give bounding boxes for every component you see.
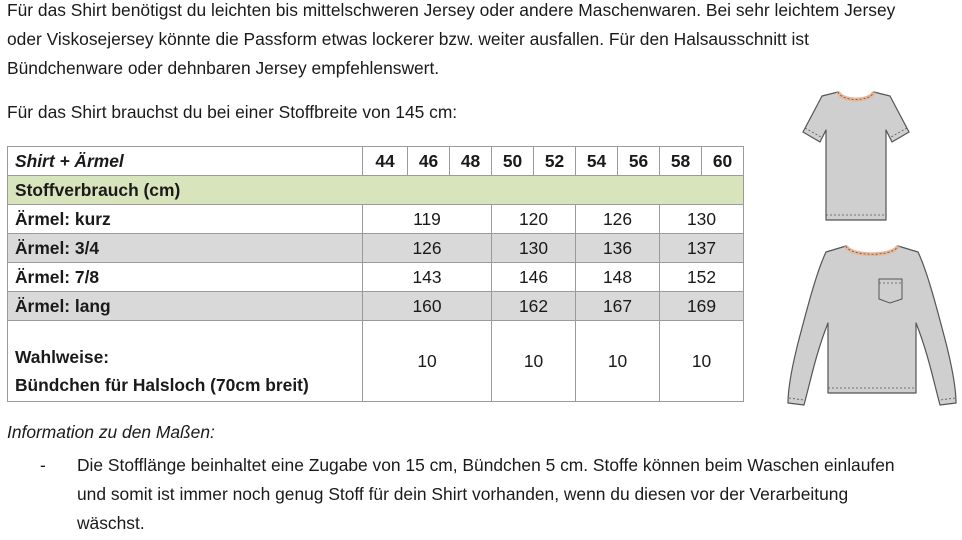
table-cell: 10 — [492, 321, 576, 402]
table-cell: 126 — [363, 234, 492, 263]
table-cell: 130 — [660, 205, 744, 234]
section-row — [8, 176, 744, 205]
table-row — [8, 263, 744, 292]
table-cell: 167 — [576, 292, 660, 321]
row-label: Ärmel: lang — [8, 292, 363, 321]
size-header: 44 — [363, 147, 408, 176]
table-cell: 143 — [363, 263, 492, 292]
long-sleeve-shirt-illustration — [782, 243, 962, 411]
table-cell: 169 — [660, 292, 744, 321]
bullet-marker: - — [40, 455, 46, 475]
intro-paragraph: Für das Shirt benötigst du leichten bis mittelschweren Jersey oder andere Maschenwaren. Bei sehr leichtem Jersey oder Viskosejersey könnte die Passform etwas lockerer bzw. weiter ausfallen. Für den Halsausschnitt ist Bündchenware oder dehnbaren Jersey empfehlenswert. — [7, 0, 896, 78]
corner-label: Shirt + Ärmel — [8, 147, 363, 176]
table-cell: 119 — [363, 205, 492, 234]
row-label: Ärmel: kurz — [8, 205, 363, 234]
section-label: Stoffverbrauch (cm) — [8, 176, 744, 205]
size-header: 52 — [534, 147, 576, 176]
table-header-row — [8, 147, 744, 176]
table-cell: 148 — [576, 263, 660, 292]
size-header: 60 — [702, 147, 744, 176]
table-cell: 146 — [492, 263, 576, 292]
table-row — [8, 292, 744, 321]
row-label: Ärmel: 3/4 — [8, 234, 363, 263]
info-note: Die Stofflänge beinhaltet eine Zugabe von 15 cm, Bündchen 5 cm. Stoffe können beim Waschen einlaufen und somit ist immer noch genug Stoff für dein Shirt vorhanden, wenn du diesen vor der Verarbeitung wäschst. — [77, 455, 895, 533]
size-header: 48 — [450, 147, 492, 176]
info-title: Information zu den Maßen: — [7, 422, 215, 442]
size-header: 56 — [618, 147, 660, 176]
size-header: 54 — [576, 147, 618, 176]
size-header: 50 — [492, 147, 534, 176]
short-sleeve-shirt-illustration — [800, 86, 912, 231]
size-header: 58 — [660, 147, 702, 176]
optional-row — [8, 321, 744, 402]
row-label: Ärmel: 7/8 — [8, 263, 363, 292]
table-cell: 130 — [492, 234, 576, 263]
fabric-consumption-table — [7, 146, 744, 402]
table-cell: 160 — [363, 292, 492, 321]
optional-label — [8, 321, 363, 402]
table-cell: 162 — [492, 292, 576, 321]
optional-label-line1: Wahlweise: — [15, 347, 110, 367]
size-header: 46 — [408, 147, 450, 176]
table-row — [8, 234, 744, 263]
table-cell: 10 — [660, 321, 744, 402]
fabric-width-line: Für das Shirt brauchst du bei einer Stoffbreite von 145 cm: — [7, 102, 458, 122]
table-cell: 120 — [492, 205, 576, 234]
table-row — [8, 205, 744, 234]
table-cell: 126 — [576, 205, 660, 234]
table-cell: 10 — [363, 321, 492, 402]
table-cell: 136 — [576, 234, 660, 263]
table-cell: 152 — [660, 263, 744, 292]
table-cell: 10 — [576, 321, 660, 402]
optional-label-line2: Bündchen für Halsloch (70cm breit) — [15, 375, 309, 395]
table-cell: 137 — [660, 234, 744, 263]
